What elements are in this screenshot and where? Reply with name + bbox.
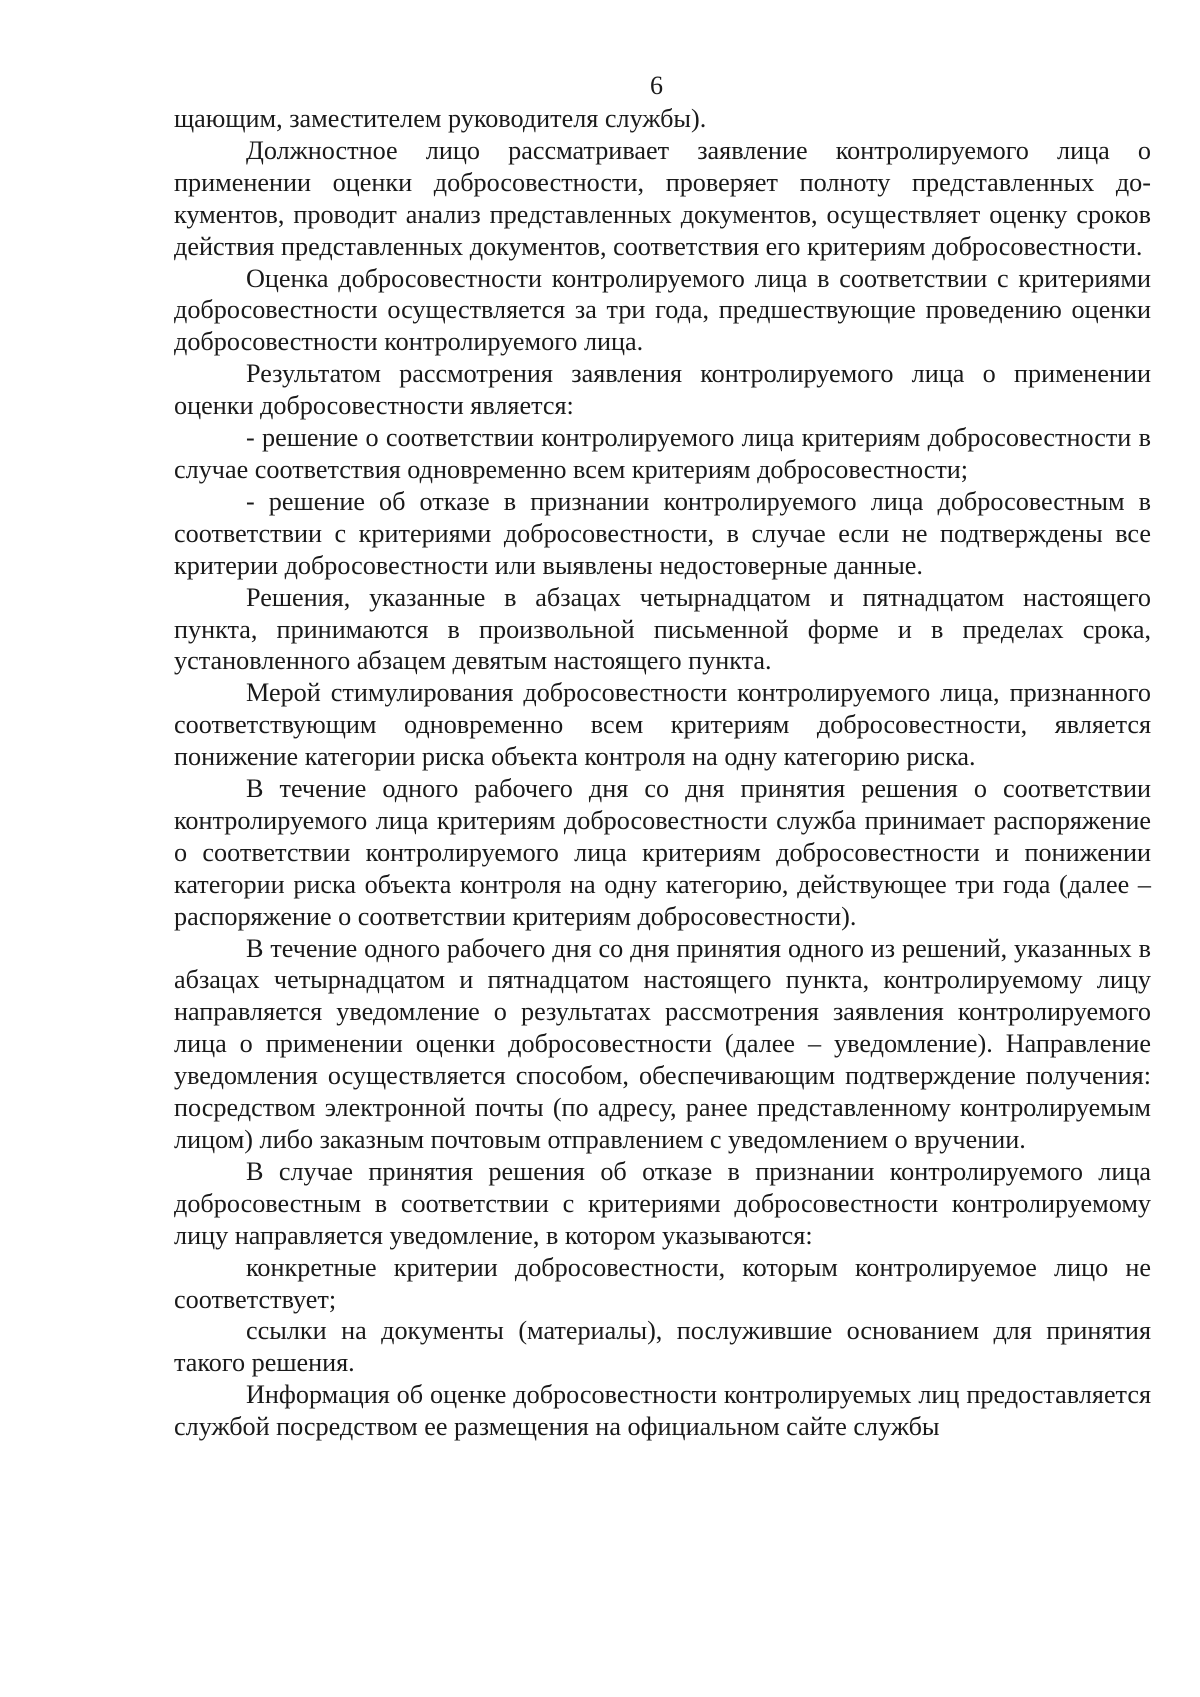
paragraph-decision-refusal: - решение об отказе в признании контролируемого лица добросовестным в соответствии с критериями добросовестности, в случае если не подтверждены все критерии добросовестности или выявлены недостоверные данные.	[174, 486, 1151, 580]
paragraph-refusal-notification: В случае принятия решения об отказе в признании контролируемого лица добросовестным в соответствии с критериями добросовестности контролируемому лицу направляется уведомление, в котором указываются:	[174, 1156, 1151, 1250]
document-body	[174, 103, 1151, 1443]
paragraph-notification: В течение одного рабочего дня со дня принятия одного из решений, указанных в абзацах четырнадцатом и пятнадцатом настоящего пункта, контролируемому лицу направляется уведомление о результатах рассмотрения заявления контролируемого лица о применении оценки добросовестности (далее – уведомление). Направление уведомления осуществляется способом, обеспечивающим подтверждение получения: посредством электронной почты (по адресу, ранее представленному контролируемым лицом) либо заказным почтовым отправлением с уведомлением о вручении.	[174, 933, 1151, 1154]
paragraph-decisions-form: Решения, указанные в абзацах четырнадцатом и пятнадцатом настоящего пункта, принимаются в произвольной письменной форме и в пределах срока, установленного абзацем девятым настоящего пункта.	[174, 582, 1151, 676]
paragraph-incentive-measure: Мерой стимулирования добросовестности контролируемого лица, признанного соответствующим одновременно всем критериям добросовестности, является понижение категории риска объекта контроля на одну категорию риска.	[174, 678, 1151, 772]
paragraph-review-result: Результатом рассмотрения заявления контролируемого лица о применении оценки добросовестности является:	[174, 359, 1151, 421]
paragraph-official-review: Должностное лицо рассматривает заявление контролируемого лица о применении оценки добросовестности, проверяет полноту представленных документов, проводит анализ представленных документов, осуществляет оценку сроков действия представленных документов, соответствия его критериям добросовестности.	[174, 135, 1151, 261]
paragraph-information-publication: Информация об оценке добросовестности контролируемых лиц предоставляется службой посредством ее размещения на официальном сайте службы	[174, 1380, 1151, 1442]
paragraph-compliance-order: В течение одного рабочего дня со дня принятия решения о соответствии контролируемого лица критериям добросовестности служба принимает распоряжение о соответствии контролируемого лица критериям добросовестности и понижении категории риска объекта контроля на одну категорию, действующее три года (далее – распоряжение о соответствии критериям добросовестности).	[174, 774, 1151, 931]
paragraph-continuation: щающим, заместителем руководителя службы).	[174, 104, 707, 133]
page-number: 6	[650, 71, 663, 100]
paragraph-decision-compliance: - решение о соответствии контролируемого лица критериям добросовестности в случае соответствия одновременно всем критериям добросовестности;	[174, 423, 1151, 484]
paragraph-document-references: ссылки на документы (материалы), послужившие основанием для принятия такого решения.	[174, 1316, 1151, 1378]
paragraph-assessment-period: Оценка добросовестности контролируемого лица в соответствии с критериями добросовестности осуществляется за три года, предшествующие проведению оценки добросовестности контролируемого лица.	[174, 263, 1151, 357]
paragraph-specific-criteria: конкретные критерии добросовестности, которым контролируемое лицо не соответствует;	[174, 1252, 1151, 1314]
